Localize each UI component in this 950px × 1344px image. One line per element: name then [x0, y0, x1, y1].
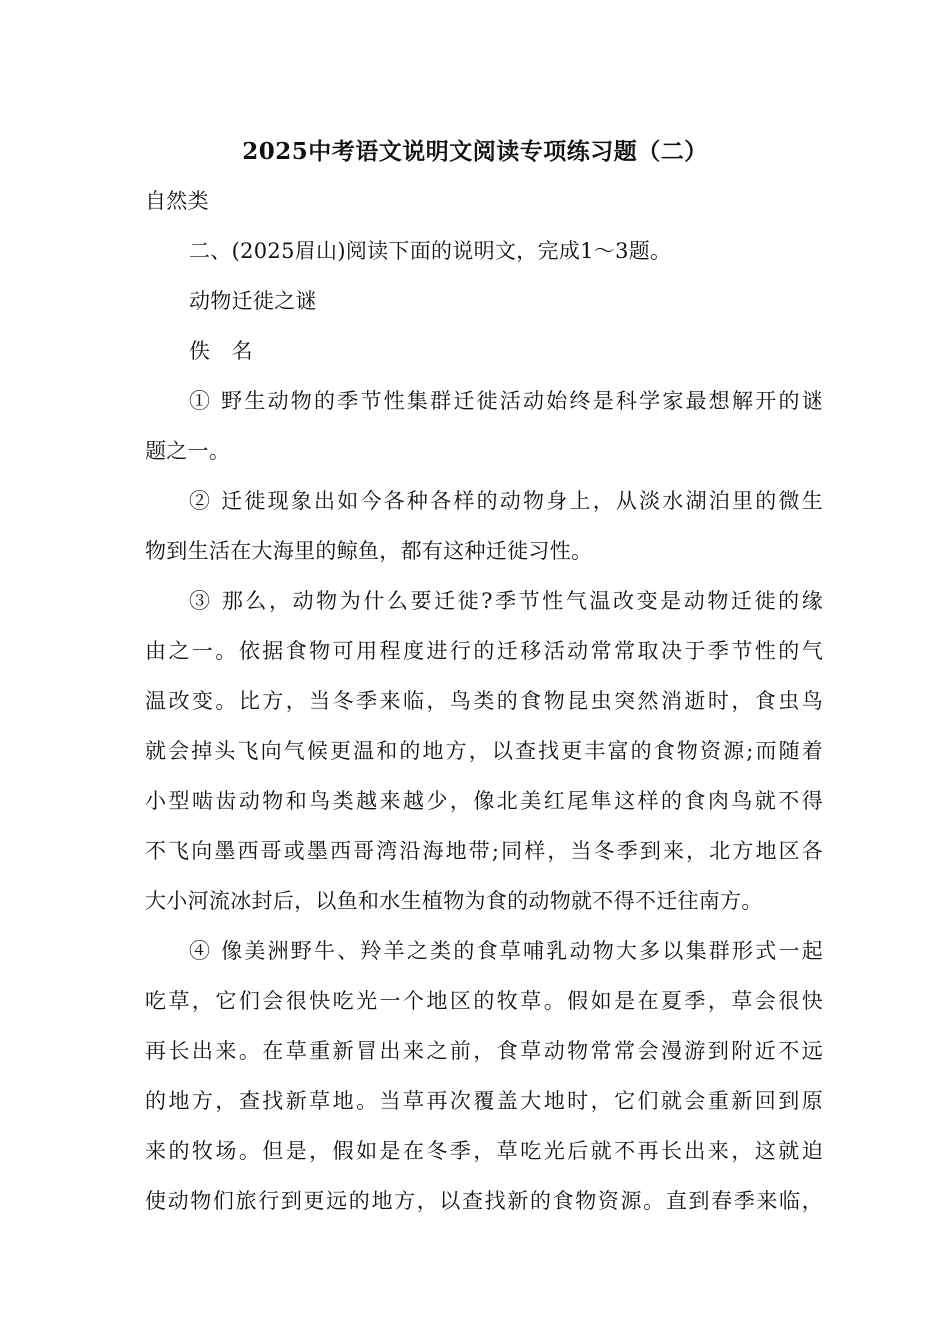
paragraph-3-line-3: 温改变。比方，当冬季来临，鸟类的食物昆虫突然消逝时，食虫鸟 — [145, 689, 823, 713]
article-title: 动物迁徙之谜 — [189, 289, 317, 313]
paragraph-4-line-6: 使动物们旅行到更远的地方，以查找新的食物资源。直到春季来临， — [145, 1189, 823, 1213]
document-title: 2025中考语文说明文阅读专项练习题（二） — [242, 138, 708, 165]
paragraph-1-line-2: 题之一。 — [145, 439, 231, 463]
paragraph-3-line-6: 不飞向墨西哥或墨西哥湾沿海地带;同样，当冬季到来，北方地区各 — [145, 839, 823, 863]
paragraph-1-line-1: ① 野生动物的季节性集群迁徙活动始终是科学家最想解开的谜 — [189, 389, 823, 413]
paragraph-2-line-2: 物到生活在大海里的鲸鱼，都有这种迁徙习性。 — [145, 539, 593, 563]
question-intro: 二、(2025眉山)阅读下面的说明文，完成1～3题。 — [189, 239, 672, 263]
paragraph-3-line-1: ③ 那么，动物为什么要迁徙?季节性气温改变是动物迁徙的缘 — [189, 589, 823, 613]
paragraph-3-line-5: 小型啮齿动物和鸟类越来越少，像北美红尾隼这样的食肉鸟就不得 — [145, 789, 823, 813]
paragraph-3-line-2: 由之一。依据食物可用程度进行的迁移活动常常取决于季节性的气 — [145, 639, 823, 663]
category-label: 自然类 — [145, 189, 209, 213]
paragraph-4-line-2: 吃草，它们会很快吃光一个地区的牧草。假如是在夏季，草会很快 — [145, 989, 823, 1013]
paragraph-4-line-3: 再长出来。在草重新冒出来之前，食草动物常常会漫游到附近不远 — [145, 1039, 823, 1063]
paragraph-2-line-1: ② 迁徙现象出如今各种各样的动物身上，从淡水湖泊里的微生 — [189, 489, 823, 513]
paragraph-3-line-7: 大小河流冰封后，以鱼和水生植物为食的动物就不得不迁往南方。 — [145, 889, 763, 913]
paragraph-4-line-5: 来的牧场。但是，假如是在冬季，草吃光后就不再长出来，这就迫 — [145, 1139, 823, 1163]
paragraph-4-line-1: ④ 像美洲野牛、羚羊之类的食草哺乳动物大多以集群形式一起 — [189, 939, 823, 963]
paragraph-3-line-4: 就会掉头飞向气候更温和的地方，以查找更丰富的食物资源;而随着 — [145, 739, 823, 763]
paragraph-4-line-4: 的地方，查找新草地。当草再次覆盖大地时，它们就会重新回到原 — [145, 1089, 823, 1113]
article-author: 佚 名 — [189, 339, 253, 363]
